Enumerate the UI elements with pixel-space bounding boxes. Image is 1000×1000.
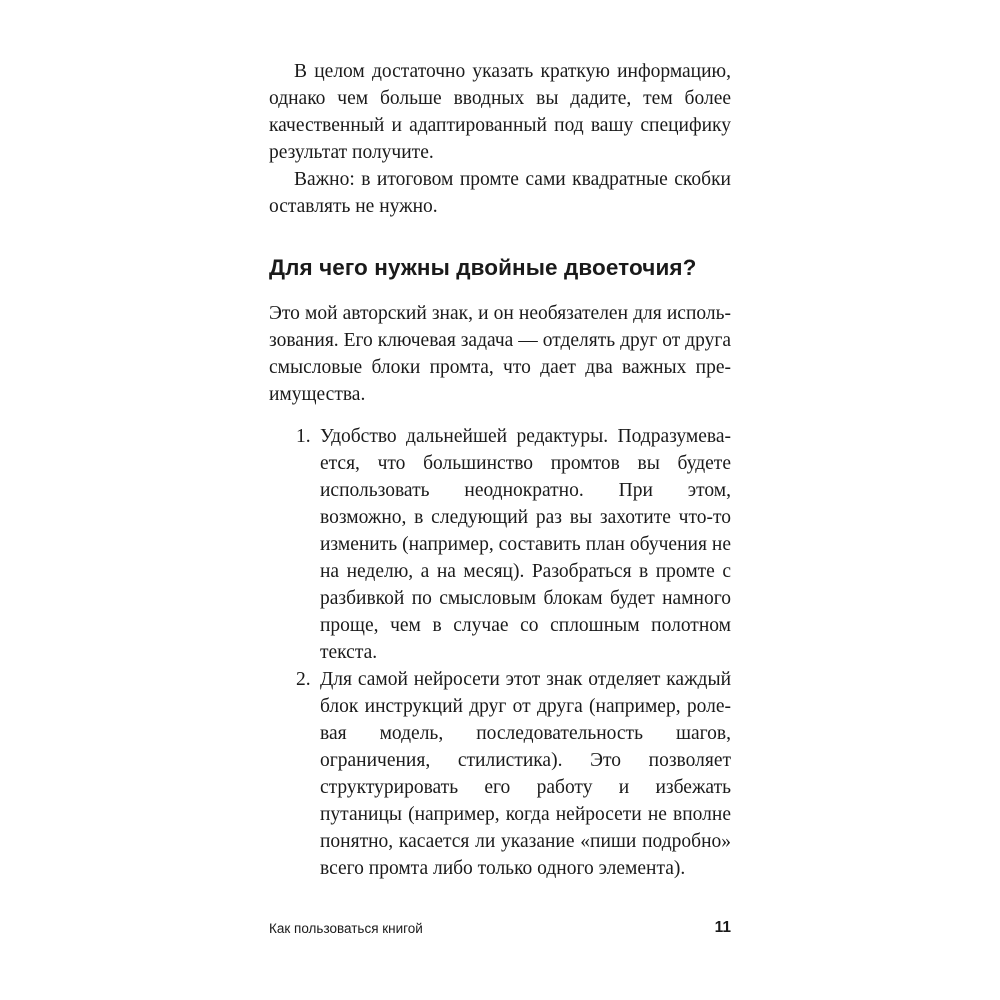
numbered-list [269,423,731,882]
list-item [269,666,731,882]
intro-paragraph-1: В целом достаточно указать краткую информацию, однако чем больше вводных вы дадите, тем более качественный и адаптированный под вашу специфику результат получите. [269,61,731,163]
list-item-text: Для самой нейросети этот знак отделяет каждый блок инструкций друг от друга (например, ролевая модель, последовательность шагов, ограничения, стилистика). Это позволяет структурировать его работу и избежать путаницы (например, когда нейросети не вполне понятно, касается ли указание «пиши подробно» всего промта либо только одного элемента). [320,669,731,879]
section-heading: Для чего нужны двойные двоеточия? [269,255,697,280]
page-footer [269,918,731,940]
text-column [269,58,731,882]
list-item-number: 1. [296,426,311,447]
list-item [269,423,731,666]
intro-paragraph-2: Важно: в итоговом промте сами квадратные скобки оставлять не нужно. [269,169,731,217]
running-head: Как пользоваться книгой [269,921,423,936]
list-item-text: Удобство дальнейшей редактуры. Подразумевается, что большинство промтов вы будете использовать неоднократно. При этом, возможно, в следующий раз вы захотите что-то изменить (например, составить план обучения не на неделю, а на месяц). Разобраться в промте с разбивкой по смысловым блокам будет намного проще, чем в случае со сплошным полотном текста. [320,426,731,663]
page-number: 11 [714,919,731,936]
list-item-number: 2. [296,669,311,690]
section-lead-paragraph: Это мой авторский знак, и он необязателен для использования. Его ключевая задача — отделять друг от друга смысловые блоки промта, что дает два важных преимущества. [269,303,731,405]
